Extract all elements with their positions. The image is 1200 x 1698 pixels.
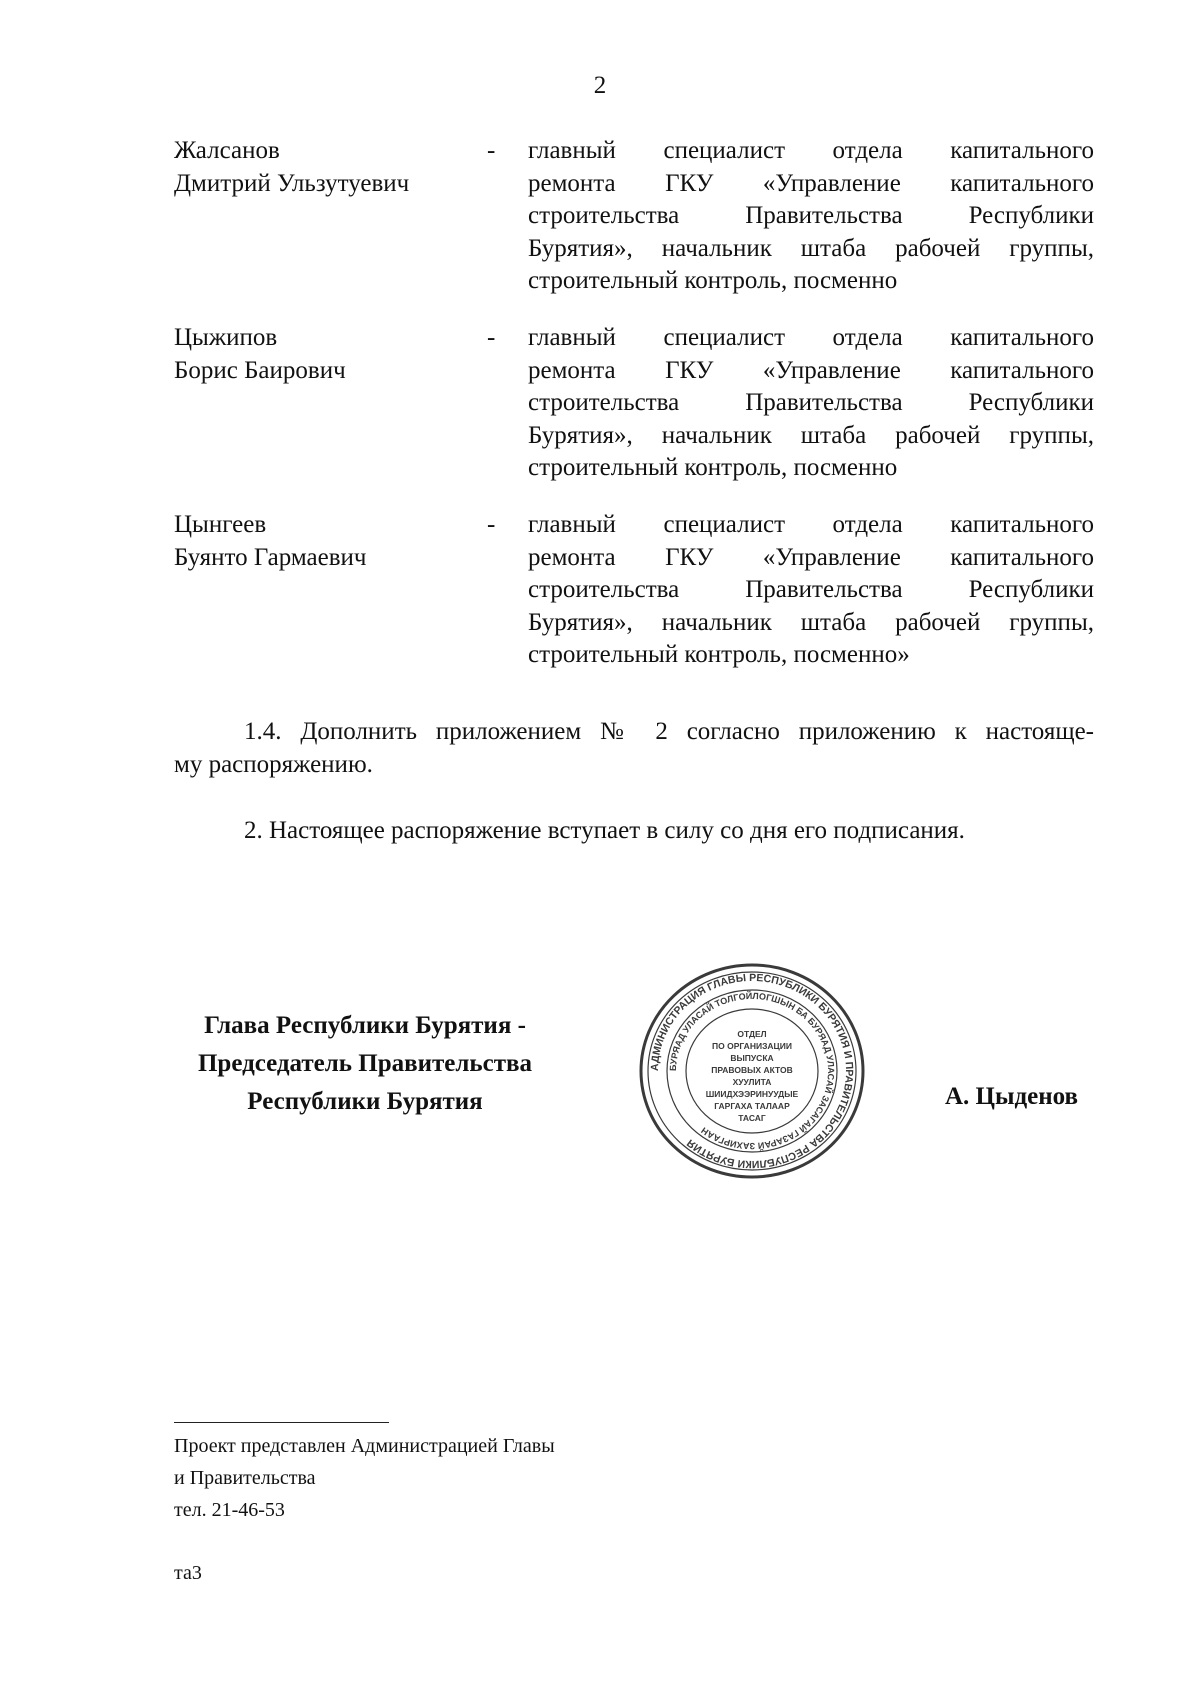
stamp-inner-text: БУРЯАД УЛАСАЙ ТОЛГОЙЛОГШЫН БА БУРЯАД УЛАСАЙ ЗАСАГАЙ ГАЗАРАЙ ЗАХИРГААН [667, 990, 837, 1152]
role-line: строительный контроль, посменно» [528, 641, 910, 668]
footer-note [174, 1430, 555, 1526]
member-given-name: Дмитрий Ульзутуевич [174, 169, 410, 197]
entry-dash: - [487, 511, 496, 538]
signatory-title-line: Глава Республики Бурятия - [204, 1012, 526, 1039]
signatory-name: А. Цыденов [945, 1083, 1079, 1110]
role-line: строительный контроль, посменно [528, 267, 898, 294]
role-line: ремонта ГКУ «Управление капитального [528, 169, 1094, 197]
member-role [528, 135, 1094, 298]
document-code: та3 [174, 1562, 202, 1584]
member-name [174, 322, 474, 387]
stamp-line: ОТДЕЛ [737, 1029, 767, 1039]
role-line: Бурятия», начальник штаба рабочей группы, [528, 421, 1094, 449]
clause-2 [174, 815, 1094, 848]
signatory-title-line: Председатель Правительства [197, 1050, 533, 1077]
member-given-name: Буянто Гармаевич [174, 543, 367, 571]
member-given-name: Борис Баирович [174, 356, 346, 384]
clause-line: му распоряжению. [174, 750, 373, 778]
member-surname: Цынгеев [174, 511, 267, 538]
stamp-line: ПО ОРГАНИЗАЦИИ [712, 1041, 792, 1051]
clause-line: 1.4. Дополнить приложением № 2 согласно приложению к настояще- [244, 718, 1094, 745]
member-name [174, 509, 474, 574]
signatory-title-line: Республики Бурятия [247, 1088, 483, 1115]
role-line: строительства Правительства Республики [528, 389, 1094, 416]
role-line: главный специалист отдела капитального [528, 137, 1094, 164]
role-line: строительства Правительства Республики [528, 576, 1094, 603]
footer-divider [174, 1422, 389, 1423]
member-role [528, 322, 1094, 485]
member-surname: Жалсанов [174, 137, 280, 164]
page-number: 2 [593, 72, 607, 99]
role-line: строительный контроль, посменно [528, 454, 898, 481]
role-line: главный специалист отдела капитального [528, 324, 1094, 351]
role-line: Бурятия», начальник штаба рабочей группы, [528, 608, 1094, 636]
stamp-line: ТАСАГ [738, 1113, 766, 1123]
entry-dash: - [487, 324, 496, 351]
role-line: главный специалист отдела капитального [528, 511, 1094, 538]
footer-line: и Правительства [174, 1467, 316, 1489]
stamp-line: ХУУЛИТА [732, 1077, 772, 1087]
role-line: строительства Правительства Республики [528, 202, 1094, 229]
official-stamp [639, 963, 865, 1179]
role-line: ремонта ГКУ «Управление капитального [528, 356, 1094, 384]
stamp-line: ПРАВОВЫХ АКТОВ [711, 1065, 793, 1075]
clause-line: 2. Настоящее распоряжение вступает в силу со дня его подписания. [244, 817, 965, 844]
stamp-outer-text: АДМИНИСТРАЦИЯ ГЛАВЫ РЕСПУБЛИКИ БУРЯТИЯ И ПРАВИТЕЛЬСТВА РЕСПУБЛИКИ БУРЯТИЯ [648, 971, 856, 1171]
signatory-title [150, 1007, 580, 1121]
footer-line: Проект представлен Администрацией Главы [174, 1435, 555, 1457]
member-surname: Цыжипов [174, 324, 278, 351]
footer-phone: тел. 21-46-53 [174, 1499, 285, 1521]
role-line: Бурятия», начальник штаба рабочей группы, [528, 234, 1094, 262]
stamp-line: ВЫПУСКА [730, 1053, 774, 1063]
entry-dash: - [487, 137, 496, 164]
stamp-line: ГАРГАХА ТАЛААР [714, 1101, 790, 1111]
clause-1-4 [174, 716, 1094, 781]
member-role [528, 509, 1094, 672]
role-line: ремонта ГКУ «Управление капитального [528, 543, 1094, 571]
stamp-line: ШИИДХЭЭРИНУУДЫЕ [705, 1089, 799, 1099]
member-name [174, 135, 474, 200]
